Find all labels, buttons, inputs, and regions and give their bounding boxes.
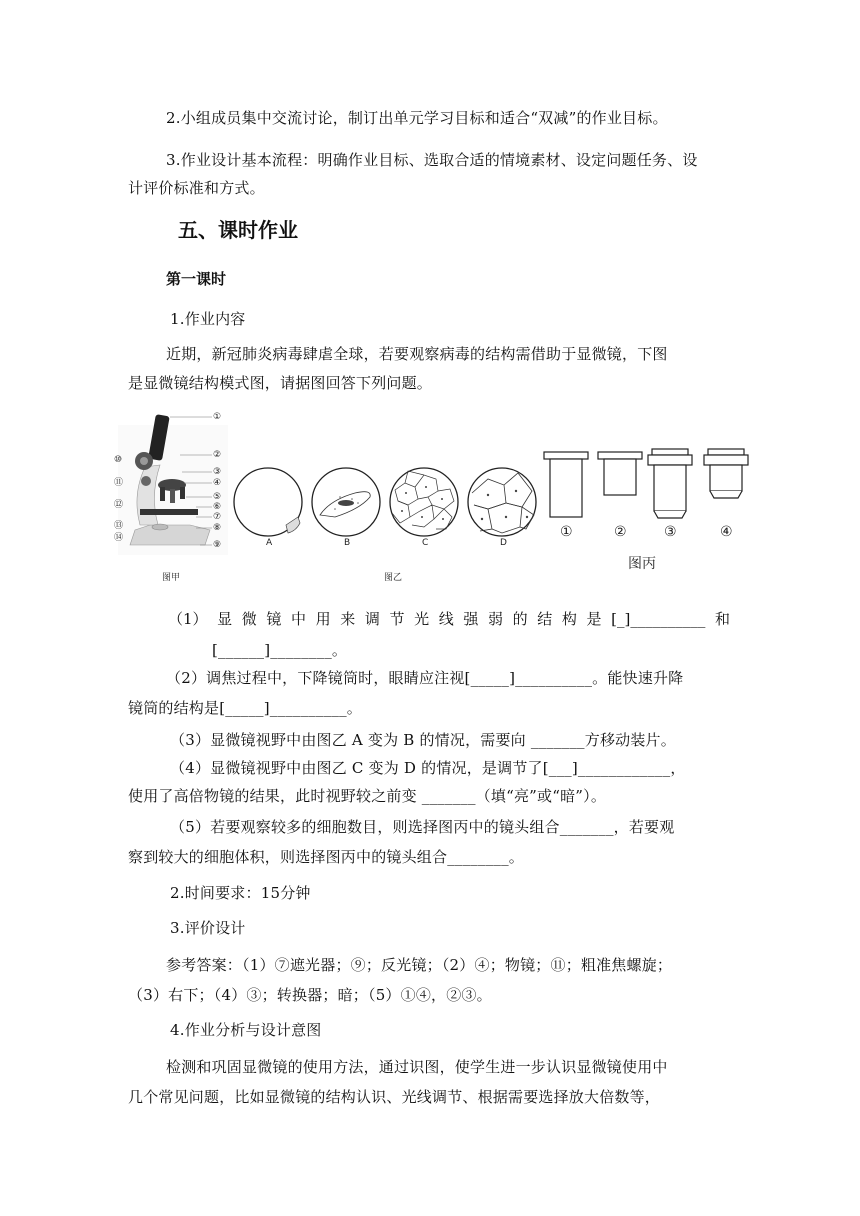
jia-number-13: ⑬ (114, 521, 124, 531)
jia-number-3: ③ (213, 467, 222, 477)
jia-number-1: ① (213, 412, 222, 422)
paragraph-3-line-2: 计评价标准和方式。 (128, 179, 265, 197)
lens-3-label: ③ (664, 524, 677, 540)
lens-4 (704, 449, 748, 498)
item-4-heading: 4.作业分析与设计意图 (170, 1021, 322, 1039)
view-c (390, 468, 458, 536)
view-a (234, 468, 302, 536)
paragraph-3-line-1: 3.作业设计基本流程：明确作业目标、选取合适的情境素材、设定问题任务、设 (166, 151, 698, 169)
question-3: （3）显微镜视野中由图乙 A 变为 B 的情况，需要向 _______方移动装片。 (170, 731, 676, 749)
view-b (312, 468, 380, 536)
jia-number-5: ⑤ (213, 492, 222, 502)
paragraph-2: 2.小组成员集中交流讨论，制订出单元学习目标和适合“双减”的作业目标。 (166, 109, 668, 127)
jia-number-4: ④ (213, 478, 222, 488)
item-1-heading: 1.作业内容 (170, 310, 246, 328)
jia-number-7: ⑦ (213, 512, 222, 522)
lens-1-label: ① (560, 524, 573, 540)
analysis-line-2: 几个常见问题，比如显微镜的结构认识、光线调节、根据需要选择放大倍数等， (128, 1088, 661, 1106)
jia-number-11: ⑪ (114, 478, 124, 488)
lens-2-label: ② (614, 524, 627, 540)
lens-2 (598, 452, 642, 495)
question-1-line-1: （1） 显 微 镜 中 用 来 调 节 光 线 强 弱 的 结 构 是 [_]__________ 和 (168, 610, 730, 628)
lens-1 (544, 452, 588, 517)
jia-number-6: ⑥ (213, 502, 222, 512)
microscope-image (118, 414, 228, 555)
view-d (468, 468, 536, 536)
lens-3 (648, 449, 692, 518)
section-title: 五、课时作业 (178, 218, 298, 242)
lesson-title: 第一课时 (166, 270, 227, 288)
jia-number-8: ⑧ (213, 523, 222, 533)
question-4-line-2: 使用了高倍物镜的结果，此时视野较之前变 _______（填“亮”或“暗”）。 (128, 787, 607, 805)
microscope-figure (0, 405, 860, 590)
figure-yi-label: 图乙 (384, 573, 403, 583)
question-2-line-2: 镜筒的结构是[_____]__________。 (128, 699, 363, 717)
view-a-label: A (266, 538, 273, 548)
answer-line-2: （3）右下；（4）③；转换器；暗；（5）①④，②③。 (128, 986, 492, 1004)
lens-4-label: ④ (720, 524, 733, 540)
jia-number-9: ⑨ (213, 540, 222, 550)
question-5-line-1: （5）若要观察较多的细胞数目，则选择图丙中的镜头组合_______，若要观 (170, 818, 675, 836)
analysis-line-1: 检测和巩固显微镜的使用方法，通过识图，使学生进一步认识显微镜使用中 (166, 1058, 668, 1076)
answer-line-1: 参考答案：（1）⑦遮光器；⑨；反光镜；（2）④；物镜；⑪；粗准焦螺旋； (166, 956, 673, 974)
item-3-heading: 3.评价设计 (170, 919, 246, 937)
jia-number-10: ⑩ (114, 455, 123, 465)
view-b-label: B (344, 538, 351, 548)
question-4-line-1: （4）显微镜视野中由图乙 C 变为 D 的情况，是调节了[___]____________， (170, 759, 686, 777)
question-5-line-2: 察到较大的细胞体积，则选择图丙中的镜头组合________。 (128, 848, 525, 866)
figure-jia-label: 图甲 (162, 573, 181, 583)
item-2-heading: 2.时间要求：15分钟 (170, 884, 311, 902)
question-1-line-2: [______]________。 (212, 641, 348, 659)
view-c-label: C (422, 538, 429, 548)
view-d-label: D (500, 538, 507, 548)
jia-number-14: ⑭ (114, 533, 124, 543)
intro-line-2: 是显微镜结构模式图，请据图回答下列问题。 (128, 374, 433, 392)
question-2-line-1: （2）调焦过程中，下降镜筒时，眼睛应注视[_____]__________。能快速升降 (166, 669, 684, 687)
intro-line-1: 近期，新冠肺炎病毒肆虐全球，若要观察病毒的结构需借助于显微镜，下图 (166, 345, 668, 363)
jia-number-2: ② (213, 450, 222, 460)
figure-bing-label: 图丙 (628, 556, 656, 572)
jia-number-12: ⑫ (114, 500, 124, 510)
